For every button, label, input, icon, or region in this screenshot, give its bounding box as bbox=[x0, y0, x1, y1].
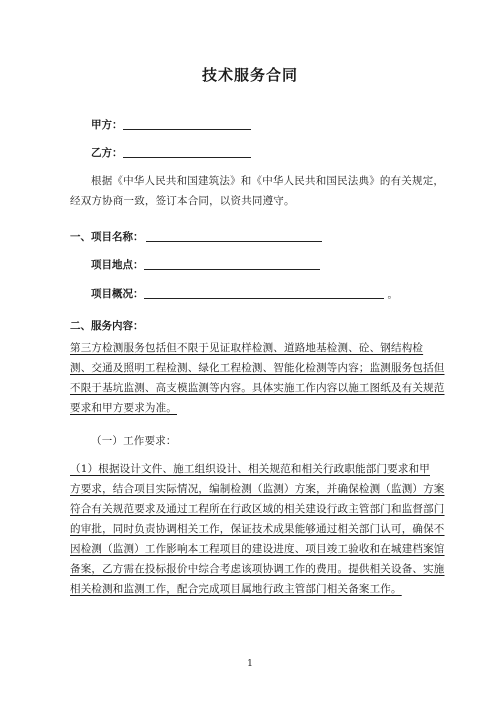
intro-line: 经双方协商一致，签订本合同，以资共同遵守。 bbox=[70, 195, 295, 207]
project-overview-row bbox=[91, 287, 398, 301]
service-line: 第三方检测服务包括但不限于见证取样检测、道路地基检测、砼、钢结构检 bbox=[70, 342, 424, 354]
project-overview-label: 项目概况： bbox=[91, 288, 144, 300]
intro-paragraph bbox=[70, 171, 444, 211]
section2-heading: 二、服务内容： bbox=[70, 320, 144, 332]
requirement-line: 符合有关规范要求及通过工程所在行政区域的相关建设行政主管部门和监督部门 bbox=[70, 503, 445, 515]
requirement-line: 因检测（监测）工作影响本工程项目的建设进度、项目竣工验收和在城建档案馆 bbox=[70, 543, 445, 555]
party-a-blank bbox=[123, 128, 251, 130]
requirement-line: 方要求，结合项目实际情况，编制检测（监测）方案，并确保检测（监测）方案 bbox=[70, 483, 445, 495]
party-b-row bbox=[91, 146, 251, 160]
section1-heading: 一、项目名称： bbox=[70, 231, 144, 243]
project-location-label: 项目地点： bbox=[91, 259, 144, 271]
service-line: 要求和甲方要求为准。 bbox=[70, 402, 177, 414]
party-b-label: 乙方： bbox=[91, 147, 123, 159]
project-overview-end: 。 bbox=[387, 290, 398, 301]
project-name-row bbox=[70, 230, 322, 244]
service-line: 不限于基坑监测、高支模监测等内容。具体实施工作内容以施工图纸及有关规范 bbox=[70, 382, 445, 394]
party-b-blank bbox=[123, 156, 251, 158]
service-line: 测、交通及照明工程检测、绿化工程检测、智能化检测等内容；监测服务包括但 bbox=[70, 362, 445, 374]
party-a-row bbox=[91, 118, 251, 132]
project-location-row bbox=[91, 258, 320, 272]
requirement-line: 的审批，同时负责协调相关工作，保证技术成果能够通过相关部门认可，确保不 bbox=[70, 523, 445, 535]
project-overview-blank bbox=[144, 297, 384, 299]
requirement-line: 相关检测和监测工作，配合完成项目属地行政主管部门相关备案工作。 bbox=[70, 583, 402, 595]
requirement-line: （1）根据设计文件、施工组织设计、相关规范和相关行政职能部门要求和甲 bbox=[70, 463, 430, 475]
page-number: 1 bbox=[247, 659, 253, 669]
project-name-blank bbox=[146, 240, 322, 242]
requirement-line: 备案，乙方需在投标报价中综合考虑该项协调工作的费用。提供相关设备、实施 bbox=[70, 563, 445, 575]
document-title: 技术服务合同 bbox=[201, 66, 298, 84]
subsection1-heading: （一）工作要求： bbox=[91, 435, 177, 447]
intro-line: 根据《中华人民共和国建筑法》和《中华人民共和国民法典》的有关规定， bbox=[91, 175, 445, 187]
service-paragraph bbox=[70, 338, 445, 418]
requirement-paragraph bbox=[70, 459, 445, 599]
project-location-blank bbox=[144, 268, 320, 270]
party-a-label: 甲方： bbox=[91, 119, 123, 131]
